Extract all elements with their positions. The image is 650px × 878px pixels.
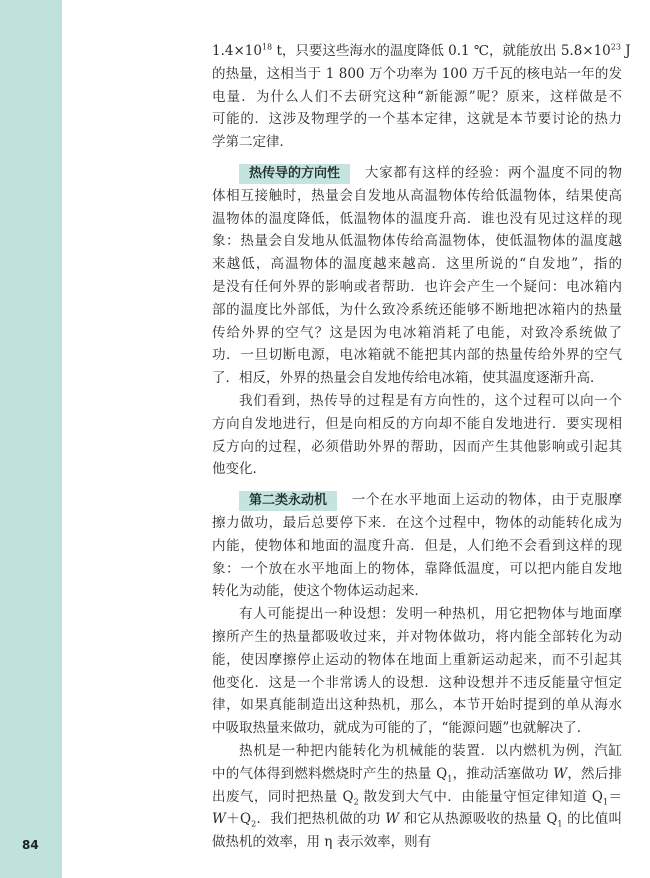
section-heading-line: 热传导的方向性 大家都有这样的经验：两个温度不同的物	[212, 162, 622, 185]
text-line: 中的气体得到燃料燃烧时产生的热量 $Q_1$，推动活塞做功 W，然后排	[212, 765, 623, 784]
text-line: $1.4\times 10^{18}$ t，只要这些海水的温度降低 0.1 ℃，就能放出 $5.8\times 10^{23}$ J	[212, 42, 631, 59]
text-line: $W+Q_2$．我们把热机做的功 W 和它从热源吸收的热量 $Q_1$ 的比值叫	[212, 811, 622, 829]
text-line: 擦力做功，最后总要停下来．在这个过程中，物体的动能转化成为	[212, 514, 622, 531]
text-line: 体相互接触时，热量会自发地从高温物体传给低温物体，结果使高	[212, 187, 622, 204]
section-heading: 热传导的方向性	[239, 164, 350, 184]
text-line: 他变化．这是一个非常诱人的设想．这种设想并不违反能量守恒定	[212, 674, 622, 691]
section-heading-line: 第二类永动机 一个在水平地面上运动的物体，由于克服摩	[212, 489, 622, 512]
page-body	[212, 40, 631, 854]
text-line: 象：热量会自发地从低温物体传给高温物体，使低温物体的温度越	[212, 233, 622, 250]
text-line: 出废气，同时把热量 $Q_2$ 散发到大气中．由能量守恒定律知道 $Q_1=$	[212, 788, 623, 807]
section-heading: 第二类永动机	[239, 491, 337, 511]
text-line: 他变化．	[212, 461, 266, 478]
text-line: 的热量，这相当于 1 800 万个功率为 100 万千瓦的核电站一年的发	[212, 65, 622, 82]
text-line: 做热机的效率，用 η 表示效率，则有	[212, 834, 432, 851]
text-line: 了．相反，外界的热量会自发地传给电冰箱，使其温度逐渐升高．	[212, 370, 604, 387]
text-line: 我们看到，热传导的过程是有方向性的，这个过程可以向一个	[239, 392, 622, 409]
page-number: 84	[22, 838, 39, 852]
text-line: 部的温度比外部低，为什么致冷系统还能够不断地把冰箱内的热量	[212, 301, 622, 318]
text-line: 转化为动能，使这个物体运动起来．	[212, 583, 428, 600]
text-line: 是没有任何外界的影响或者帮助．也许会产生一个疑问：电冰箱内	[212, 278, 622, 295]
text-line: 能，使因摩擦停止运动的物体在地面上重新运动起来，而不引起其	[212, 651, 622, 668]
text-line: 反方向的过程，必须借助外界的帮助，因而产生其他影响或引起其	[212, 438, 622, 455]
text-line: 象：一个放在水平地面上的物体，靠降低温度，可以把内能自发地	[212, 560, 622, 577]
text-line: 学第二定律．	[212, 134, 293, 151]
text-line: 功．一旦切断电源，电冰箱就不能把其内部的热量传给外界的空气	[212, 347, 622, 364]
text-line: 方向自发地进行，但是向相反的方向却不能自发地进行．要实现相	[212, 415, 622, 432]
text-line: 来越低，高温物体的温度越来越高．这里所说的“自发地”，指的	[212, 256, 622, 273]
text-line: 热机是一种把内能转化为机械能的装置．以内燃机为例，汽缸	[239, 742, 622, 759]
text-line: 擦所产生的热量都吸收过来，并对物体做功，将内能全部转化为动	[212, 628, 622, 645]
text-line: 电量．为什么人们不去研究这种“新能源”呢？原来，这样做是不	[212, 88, 622, 105]
text-line: 可能的．这涉及物理学的一个基本定律，这就是本节要讨论的热力	[212, 111, 622, 128]
text-line: 律，如果真能制造出这种热机，那么，本节开始时提到的单从海水	[212, 697, 622, 714]
text-line: 温物体的温度降低，低温物体的温度升高．谁也没有见过这样的现	[212, 210, 622, 227]
side-margin-bar	[0, 0, 62, 878]
text-line: 内能，使物体和地面的温度升高．但是，人们绝不会看到这样的现	[212, 537, 622, 554]
text-line: 传给外界的空气？这是因为电冰箱消耗了电能，对致冷系统做了	[212, 324, 622, 341]
text-line: 有人可能提出一种设想：发明一种热机，用它把物体与地面摩	[239, 606, 622, 623]
text-line: 中吸取热量来做功，就成为可能的了，“能源问题”也就解决了．	[212, 720, 591, 737]
